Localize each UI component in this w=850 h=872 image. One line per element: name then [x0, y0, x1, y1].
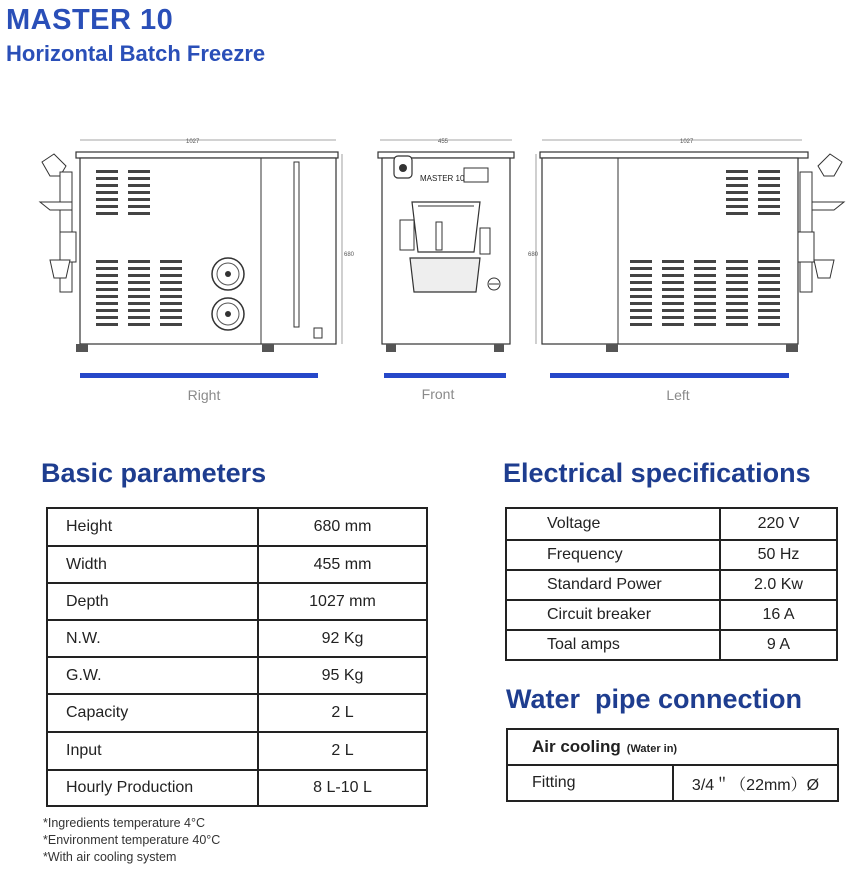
table-row	[47, 583, 427, 620]
row-label: Voltage	[506, 508, 720, 540]
table-row	[507, 765, 838, 801]
row-label: Input	[47, 732, 258, 770]
footnote: *Ingredients temperature 4°C	[43, 816, 206, 830]
row-label: N.W.	[47, 620, 258, 657]
left-view-drawing	[530, 132, 850, 360]
row-value: 95 Kg	[258, 657, 427, 694]
front-dim-top: 455	[438, 139, 449, 145]
table-row	[506, 570, 837, 600]
row-value: 9 A	[720, 630, 837, 660]
row-label: Frequency	[506, 540, 720, 570]
left-dim-top: 1027	[680, 139, 694, 145]
row-label: Depth	[47, 583, 258, 620]
basic-parameters-heading: Basic parameters	[41, 458, 267, 488]
electrical-specs-table	[505, 507, 838, 661]
electrical-specs-heading: Electrical specifications	[503, 458, 811, 488]
row-label: Circuit breaker	[506, 600, 720, 630]
table-row	[506, 600, 837, 630]
front-panel-text: MASTER 10	[420, 174, 465, 183]
row-value: 220 V	[720, 508, 837, 540]
right-view-label: Right	[187, 387, 221, 403]
basic-parameters-table	[46, 507, 428, 807]
row-value: 50 Hz	[720, 540, 837, 570]
air-cooling-header	[507, 729, 838, 765]
table-row	[47, 770, 427, 806]
row-value: 2 L	[258, 694, 427, 732]
right-dim-top: 1027	[186, 139, 200, 145]
table-row	[47, 657, 427, 694]
right-dim-side: 680	[344, 252, 355, 258]
row-value: 8 L-10 L	[258, 770, 427, 806]
table-row	[47, 620, 427, 657]
row-value: 92 Kg	[258, 620, 427, 657]
front-view-drawing	[376, 132, 526, 360]
row-label: Hourly Production	[47, 770, 258, 806]
left-dim-side: 680	[528, 252, 539, 258]
row-value: 1027 mm	[258, 583, 427, 620]
water-pipe-heading: Water pipe connection	[506, 684, 803, 714]
row-label: Standard Power	[506, 570, 720, 600]
table-row	[506, 540, 837, 570]
right-view-bar	[80, 373, 318, 378]
page-subtitle: Horizontal Batch Freezre	[6, 41, 266, 66]
table-row	[47, 508, 427, 546]
footnote: *With air cooling system	[43, 850, 177, 864]
row-label: Height	[47, 508, 258, 546]
table-row	[47, 694, 427, 732]
left-view-bar	[550, 373, 789, 378]
water-pipe-table	[506, 728, 839, 802]
fitting-value: 3/4＂（22mm）Ø	[673, 765, 838, 801]
air-cooling-label: Air cooling	[532, 737, 621, 756]
table-row	[47, 732, 427, 770]
right-view-drawing	[36, 132, 356, 360]
row-label: Width	[47, 546, 258, 583]
footnote: *Environment temperature 40°C	[43, 833, 221, 847]
row-value: 680 mm	[258, 508, 427, 546]
row-value: 2.0 Kw	[720, 570, 837, 600]
table-row	[507, 729, 838, 765]
table-row	[506, 508, 837, 540]
row-label: Toal amps	[506, 630, 720, 660]
left-view-label: Left	[666, 387, 690, 403]
table-row	[506, 630, 837, 660]
row-value: 455 mm	[258, 546, 427, 583]
front-view-label: Front	[421, 386, 455, 402]
footnotes	[43, 815, 220, 866]
row-value: 2 L	[258, 732, 427, 770]
fitting-label: Fitting	[507, 765, 673, 801]
row-label: G.W.	[47, 657, 258, 694]
row-value: 16 A	[720, 600, 837, 630]
front-view-bar	[384, 373, 506, 378]
table-row	[47, 546, 427, 583]
row-label: Capacity	[47, 694, 258, 732]
water-in-label: (Water in)	[626, 743, 678, 755]
page-title: MASTER 10	[6, 4, 174, 36]
